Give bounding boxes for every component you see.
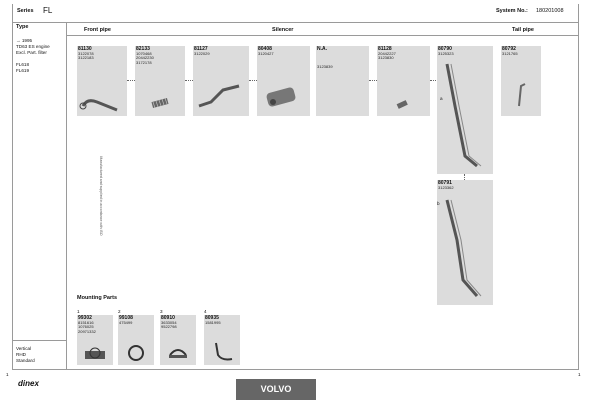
panel-divider bbox=[66, 22, 67, 370]
page-number-right: 1 bbox=[578, 372, 581, 377]
model-1: FL618 bbox=[16, 62, 30, 67]
part-refs: 3633054 9522798 bbox=[161, 320, 177, 330]
part-number: 99108 bbox=[119, 315, 133, 321]
bottom-rule bbox=[12, 369, 578, 370]
mount-index-4: 4 bbox=[204, 309, 207, 314]
right-rule bbox=[578, 4, 579, 370]
part-card-80408[interactable] bbox=[257, 46, 310, 116]
part-number: 82133 bbox=[136, 46, 150, 52]
part-card-80791[interactable] bbox=[437, 180, 493, 305]
mount-index-2: 2 bbox=[118, 309, 121, 314]
part-card-82133[interactable] bbox=[135, 46, 185, 116]
flex-pipe-drawing bbox=[135, 46, 185, 116]
series-value: FL bbox=[43, 6, 53, 15]
part-number: 80790 bbox=[438, 46, 452, 52]
part-number: 80935 bbox=[205, 315, 219, 321]
connector bbox=[185, 80, 193, 81]
part-card-81130[interactable] bbox=[77, 46, 127, 116]
part-number: 81127 bbox=[194, 46, 208, 52]
part-refs: 475499 bbox=[119, 320, 133, 325]
section-mounting-parts: Mounting Parts bbox=[77, 295, 118, 301]
tail-pipe-drawing bbox=[437, 46, 493, 174]
type-label: Type bbox=[16, 24, 29, 30]
part-card-81128[interactable] bbox=[377, 46, 430, 116]
clamp-drawing bbox=[77, 315, 113, 365]
silencer-drawing bbox=[257, 46, 310, 116]
drive-side: RHD bbox=[16, 352, 26, 357]
part-refs: 3122078 3122183 bbox=[78, 51, 94, 61]
part-number: 80791 bbox=[438, 180, 452, 186]
left-rule bbox=[12, 4, 13, 370]
part-refs: 3121765 bbox=[502, 51, 518, 56]
mount-card-99108[interactable] bbox=[118, 315, 154, 365]
mount-index-3: 3 bbox=[160, 309, 163, 314]
part-number: 80910 bbox=[161, 315, 175, 321]
series-label: Series bbox=[17, 8, 34, 14]
clamp-drawing bbox=[118, 315, 154, 365]
connector bbox=[249, 80, 257, 81]
section-silencer: Silencer bbox=[272, 27, 294, 33]
part-refs: 3123839 bbox=[317, 64, 333, 70]
part-refs: 3123362 bbox=[438, 185, 454, 190]
variant: Standard bbox=[16, 358, 35, 363]
part-number: 80792 bbox=[502, 46, 516, 52]
model-2: FL619 bbox=[16, 68, 30, 73]
part-card-80790[interactable] bbox=[437, 46, 493, 174]
dinex-logo: dinex bbox=[18, 379, 39, 388]
flex-pipe-drawing bbox=[377, 46, 430, 116]
mount-card-99302[interactable] bbox=[77, 315, 113, 365]
section-tail-pipe: Tail pipe bbox=[512, 27, 534, 33]
page-number-left: 1 bbox=[6, 372, 9, 377]
type-year: → 1995 bbox=[16, 38, 33, 43]
type-filter: Excl. Part. filter bbox=[16, 50, 47, 55]
mount-card-80935[interactable] bbox=[204, 315, 240, 365]
top-rule bbox=[12, 22, 578, 23]
tail-end-drawing bbox=[501, 46, 541, 116]
part-refs: 3122029 bbox=[194, 51, 210, 56]
intermediate-pipe-drawing bbox=[193, 46, 249, 116]
header-underline bbox=[66, 35, 578, 36]
tail-pipe-drawing bbox=[437, 180, 493, 305]
part-refs: 1581995 bbox=[205, 320, 221, 325]
panel-bottom-rule bbox=[12, 340, 66, 341]
clamp-drawing bbox=[160, 315, 196, 365]
section-front-pipe: Front pipe bbox=[84, 27, 111, 33]
part-number: 99302 bbox=[78, 315, 92, 321]
connector bbox=[127, 80, 135, 81]
bracket-drawing bbox=[204, 315, 240, 365]
part-refs: 3120427 bbox=[258, 51, 274, 56]
marker-a: a bbox=[440, 96, 443, 101]
system-value: 180201008 bbox=[536, 8, 564, 14]
part-card-na[interactable] bbox=[316, 46, 369, 116]
front-pipe-drawing bbox=[77, 46, 127, 116]
part-refs: 3125323 bbox=[438, 51, 454, 56]
orientation: Vertical bbox=[16, 346, 32, 351]
part-number: N.A. bbox=[317, 46, 327, 52]
mount-card-80910[interactable] bbox=[160, 315, 196, 365]
part-number: 80408 bbox=[258, 46, 272, 52]
mount-index-1: 1 bbox=[77, 309, 80, 314]
connector bbox=[369, 80, 377, 81]
part-number: 81130 bbox=[78, 46, 92, 52]
part-card-81127[interactable] bbox=[193, 46, 249, 116]
side-note: Manufactured and supplied in accordance with ISO bbox=[99, 156, 103, 236]
marker-b: b bbox=[437, 201, 440, 206]
part-card-80792[interactable] bbox=[501, 46, 541, 116]
type-engine: TD63 ES engine bbox=[16, 44, 50, 49]
part-refs: 1070468 20442230 3172178 bbox=[136, 51, 154, 65]
volvo-brand-text: VOLVO bbox=[260, 384, 292, 394]
part-refs: 20442227 3123830 bbox=[378, 51, 396, 61]
system-label: System No.: bbox=[496, 8, 528, 14]
part-refs: 8151616 1076025 20971332 bbox=[78, 320, 96, 334]
part-number: 81128 bbox=[378, 46, 392, 52]
volvo-brand-box bbox=[236, 379, 316, 400]
